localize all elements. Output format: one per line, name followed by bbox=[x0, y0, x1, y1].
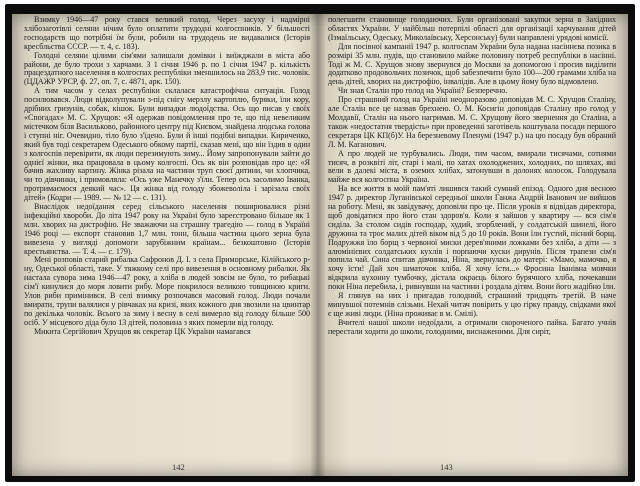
left-page-number: 142 bbox=[172, 462, 185, 472]
paragraph: На все життя в моїй пам'яті лишився такий сумний епізод. Одного дня весною 1947 р. директор Луганівської середньої школи Ганжа Андрій Іванович не вийшов на роботу. Мені, як завідувачу, доповіли про це. Після уроків я відвідав директора, щоб довідатися про його стан здоров'я. Коли я зайшов у квартиру — вся сім'я сиділа. За столом сидів господар, худий, згорблений, у солдатській шинелі, його дружина та троє малих дітей віком від 5 до 10 років. Вони їли густий, пісний борщ. Подружжя їло борщ з червоної миски дерев'яними ложками без хліба, а діти — з алюмінієвих солдатських кухлів і порпаючи куски дирунів. Після трапези сім'я попила чай. Сина спитав дівчинка, Ніна, звернулась до матері: «Мамо, мамочко, я хочу їсти! Дай хоч шматочок хліба. Я хочу їсти...» Фросина Іванівна мовчки відкрила кухонну тумбочку, дістала окраєць білого бурячного хліба, почекавши поки Ніна перебила, і, ривнувши на частини і роздала дітям. Вони його жадібно їли. bbox=[328, 184, 616, 292]
paragraph: Микита Сергійович Хрущов як секретар ЦК України намагався bbox=[34, 326, 251, 336]
paragraph: Для посівної кампанії 1947 р. колгоспам України була надана насіннєва позика в розмірі 35 млн. пудів, що становило майже половину потреб республіки в насінні. Тоді ж М. С. Хрущов знову звернувся до Москви за допомогою і просив виділити додатково продовольчих позичок, щоб забезпечити було 100—200 грамами хліба на день дітей, хворих на дистрофію, інвалідів. Але в цьому йому було відмовлено. bbox=[328, 41, 616, 87]
paragraph: полегшити становище голодаючих. Були організовані закупки зерна в Західних областях України. У найбільш потерпілі області для організації харчування дітей (Ізмаїльську, Одеську, Миколаївську, Херсонську) були направлені урядові комісії. bbox=[328, 15, 616, 42]
paragraph: Взимку 1946—47 року стався великий голод. Через засуху і надмірні хлібозаготівлі селяни нічим було оплатити трудодні колгоспників. У більшості господарств що потрібні їм були, робили на трудодень не видавалися (Історія кресбльства СССР. — т. 4, с. 183). bbox=[24, 15, 310, 51]
right-page-text bbox=[328, 16, 616, 337]
paragraph: Про страшний голод на Україні неодноразово доповідав М. С. Хрущов Сталіну, але Сталін все це назвав брехнею. О. М. Косигін доповідав Сталіну про голод у Молдавії, Сталін на нього нагримав. М. С. Хрущову його звернення до Сталіна, а також «недостатня твердість» при проведенні заготівель коштувала посади першого секретаря ЦК КП(б)У. На березневому Пленумі (1947 р.) на цю посаду був обраний Л. М. Каганович. bbox=[328, 95, 616, 149]
right-page bbox=[318, 14, 628, 476]
paragraph: Я глянув на них і пригадав голодний, страшний тридцять третій. В наче минувшої потемнів слізьми. Нехай читач повірить у цю гірку правду, свідками якої є ще живі люди. (Ніна проживає в м. Смілі). bbox=[328, 291, 616, 318]
book-gutter bbox=[310, 14, 326, 476]
paragraph: А тим часом у селах республіки склалася катастрофічна ситуація. Голод посилювався. Люди відколупували з-під снігу мерзлу картоплю, буряки, їли кору, дрібних гризунів, собак, кішок. Були випадки людоїдства. Ось що писав у своїх «Спогадах» М. С. Хрущов: «Я одержав повідомлення про те, що під невеликим містечком біля Васильково, районного центру під Києвом, знайдена людська голова і ступні ніг. Очевидно, тіло було з'їдено. Були й інші подібні випадки. Кириченко, який був тоді секретарем Одеського обкому партії, сказав мені, що він їздив в один з колгоспів перевірити, як люди перезимують зиму... Йому запропонували зайти до однієї жінки, яка працювала в цьому колгоспі. Ось як він розповідав про це: «Я бачив жахливу картину. Жінка різала на частини труп своєї дитини, чи хлопчика, чи то дівчинки, і примовляла: «Ось уже Манечку з'їли. Тепер ось засолимо Іванка, протримаємося деякий час». Ця жінка від голоду збожеволіла і зарізала своїх дітей» (Кодри — 1989. — № 12 — с. 131). bbox=[24, 86, 310, 203]
paragraph: Голодні селяни цілими сім'ями залишали домівки і виїжджали в міста або райони, де було трохи з харчами. З 1 січня 1946 р. по 1 січня 1947 р. кількість працездатного населення в колгоспах республіки зменшилось на 283,9 тис. чоловік. (ЦДАЖР УРСР, ф. 27, оп. 7, с. 4871, арк. 150). bbox=[24, 50, 310, 87]
paragraph: А про людей не турбувались. Люди, тим часом, вмирали тисячами, сотнями тисяч, в розквіті літ, старі і малі, по хатах охолоджених, холодних, по шляхах, які вели в далекі міста, в оземих хлібах, затонувши в долонях колосок. Голодувала майже вся колгоспна Україна. bbox=[328, 148, 616, 185]
paragraph: Чи знав Сталін про голод на Україні? Безперечно. bbox=[338, 86, 508, 96]
book-spread bbox=[12, 14, 628, 476]
paragraph: Вчителі нашої школи недоїдали, а отримали скороченого пайка. Багато учнів перестали ходити до школи, голодними, виснаженими. Для сиріт, bbox=[328, 317, 616, 336]
paragraph: Мені розповів старий рибалка Сафронов Д. І. з села Приморське, Кілійського р-ну, Одеської області, таке. У тяжкому селі про вивезення в основному рибалки. Як настала сувора зима 1946—47 року, а хліба в людей зовсім не було, то рибацькі сім'ї кинулися до моря ловити рибу. Море покрилося великою товщиною криги. Улов риби примінився. В селі взимку розпочався масовий голод. Люди почали вмирати, трупи валялися у рівчаках на кризі, яких кожного дня звозили на цвинтар по декілька чоловік. Всього за зиму і весну в селі вимерло від голоду більше 500 осіб. У місцевого діда було 13 дітей, половина з яких померли від голоду. bbox=[24, 255, 310, 327]
left-page-text bbox=[24, 16, 310, 337]
paragraph: Внаслідок недоїдання серед сільського населення поширювалися різні інфекційні хвороби. До літа 1947 року на Україні було зареєстровано більше як 1 млн. хворих на дистрофію. Не зважаючи на страшну трагедію — голод в Україні 1946 році — експорт становив 1,7 млн. тонн, більша частина цього зерна була вивезена у вигляді допомоги зарубіжним країнам... безкоштовно (Історія крестьянства. — Т. 4. — с. 179). bbox=[24, 202, 310, 256]
left-page bbox=[12, 14, 318, 476]
right-page-number: 143 bbox=[440, 462, 453, 472]
